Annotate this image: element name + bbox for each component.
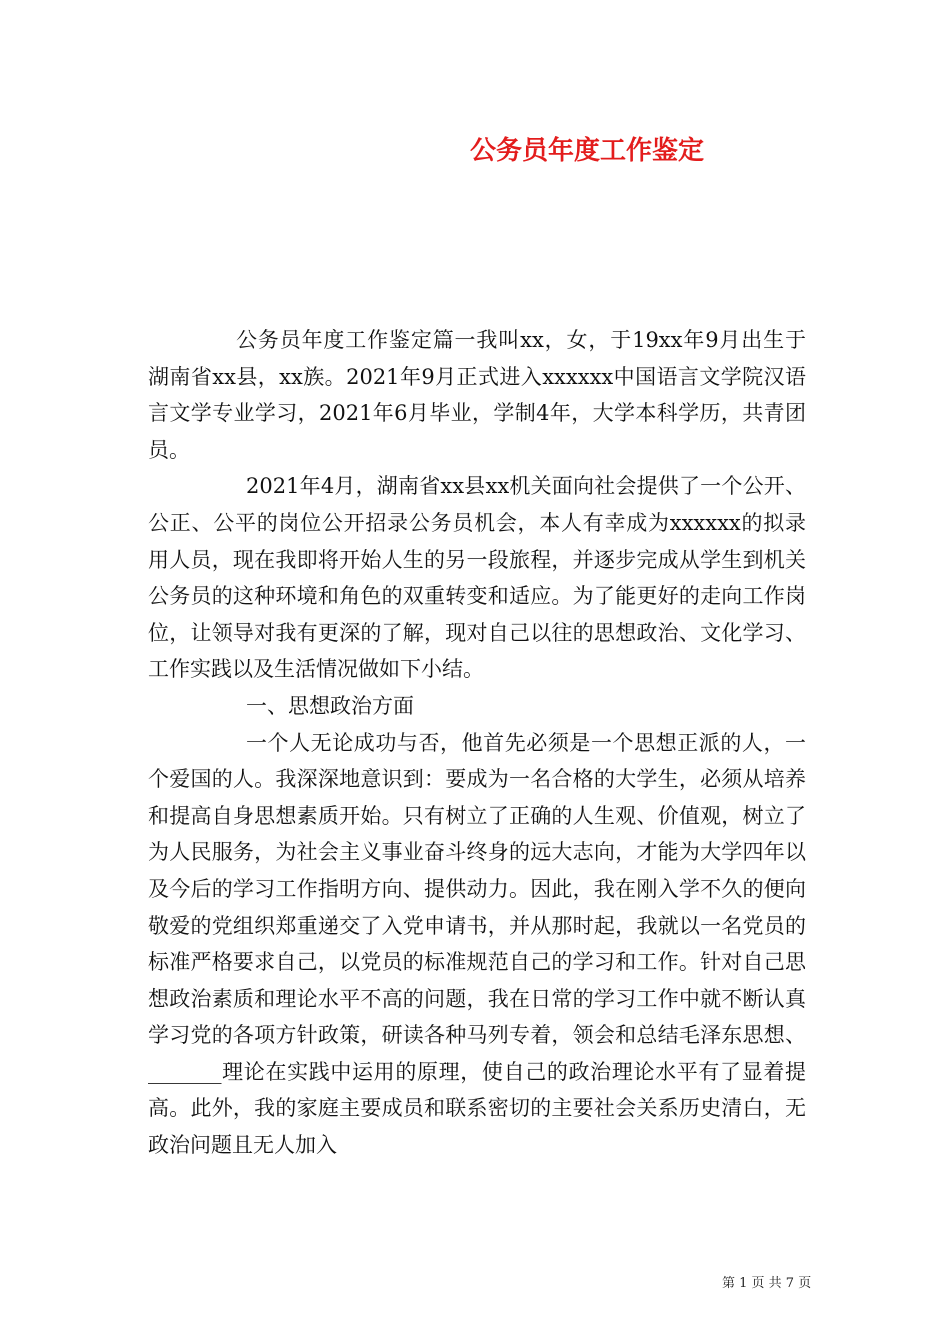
paragraph-recruitment: 2021年4月，湖南省xx县xx机关面向社会提供了一个公开、公正、公平的岗位公开招录公务员机会，本人有幸成为xxxxxx的拟录用人员，现在我即将开始人生的另一段旅程，并逐步完成从学生到机关公务员的这种环境和角色的双重转变和适应。为了能更好的走向工作岗位，让领导对我有更深的了解，现对自己以往的思想政治、文化学习、工作实践以及生活情况做如下小结。 bbox=[148, 474, 806, 682]
page-footer: 第 1 页 共 7 页 bbox=[722, 1276, 812, 1291]
section-heading-politics: 一、思想政治方面 bbox=[246, 693, 414, 718]
document-body bbox=[148, 322, 806, 1164]
paragraph-intro: 公务员年度工作鉴定篇一我叫xx，女，于19xx年9月出生于湖南省xx县，xx族。2021年9月正式进入xxxxxx中国语言文学院汉语言文学专业学习，2021年6月毕业，学制4年，大学本科学历，共青团员。 bbox=[148, 328, 806, 462]
paragraph-politics: 一个人无论成功与否，他首先必须是一个思想正派的人，一个爱国的人。我深深地意识到：要成为一名合格的大学生，必须从培养和提高自身思想素质开始。只有树立了正确的人生观、价值观，树立了为人民服务，为社会主义事业奋斗终身的远大志向，才能为大学四年以及今后的学习工作指明方向、提供动力。因此，我在刚入学不久的便向敬爱的党组织郑重递交了入党申请书，并从那时起，我就以一名党员的标准严格要求自己，以党员的标准规范自己的学习和工作。针对自己思想政治素质和理论水平不高的问题，我在日常的学习工作中就不断认真学习党的各项方针政策，研读各种马列专着，领会和总结毛泽东思想、_______理论在实践中运用的原理，使自己的政治理论水平有了显着提高。此外，我的家庭主要成员和联系密切的主要社会关系历史清白，无政治问题且无人加入 bbox=[148, 730, 806, 1158]
document-title: 公务员年度工作鉴定 bbox=[470, 136, 705, 166]
